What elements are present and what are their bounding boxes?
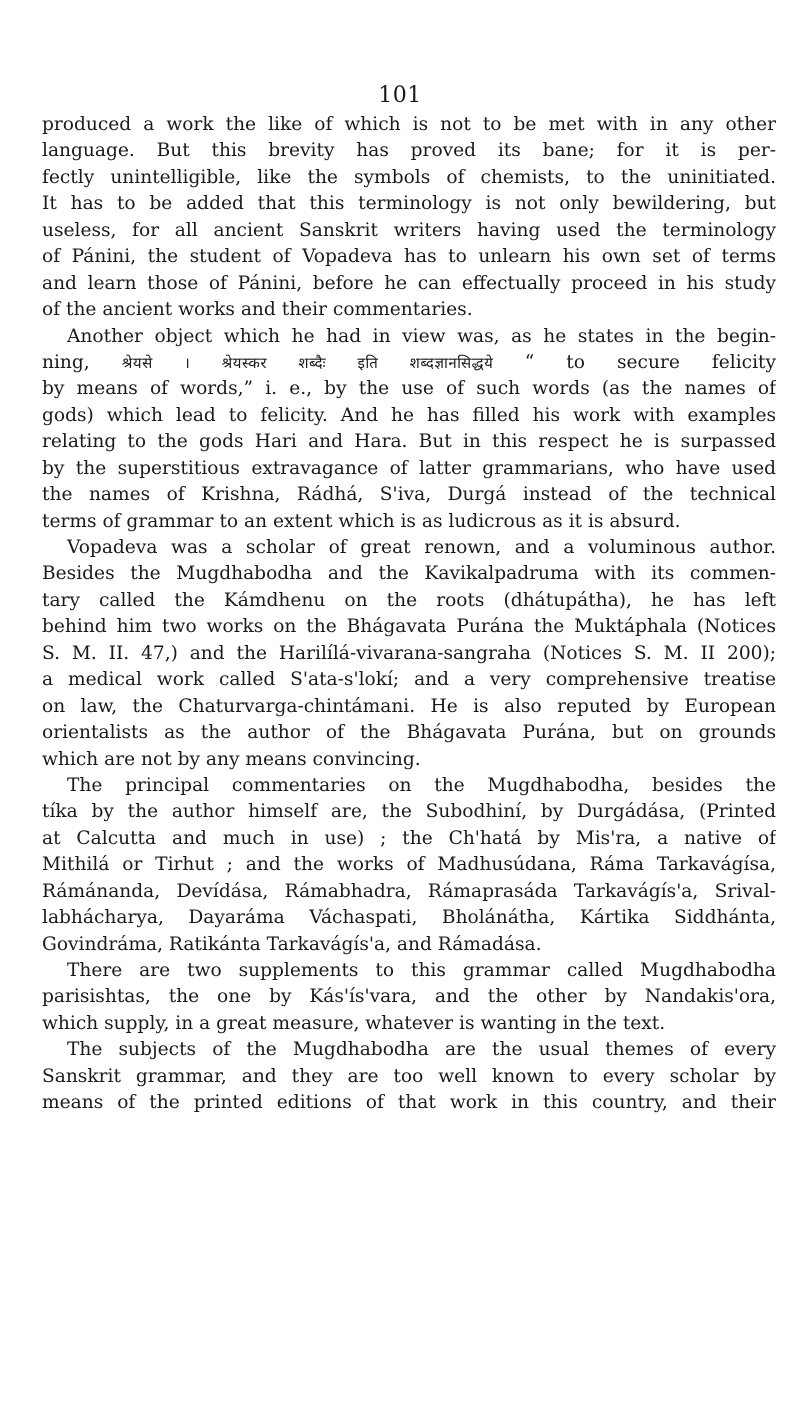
line-text: orientalists as the author of the Bhágavata Purána, but on grounds [42, 722, 776, 744]
text-line [42, 720, 776, 746]
text-line [42, 1037, 776, 1063]
text-line [42, 932, 776, 958]
line-text: which supply, in a great measure, whatever is wanting in the text. [42, 1012, 666, 1034]
text-line [42, 667, 776, 693]
text-line [42, 1011, 776, 1037]
text-line [42, 852, 776, 878]
line-text: of Pánini, the student of Vopadeva has to unlearn his own set of terms [42, 246, 776, 268]
line-text: Another object which he had in view was, as he states in the begin- [67, 325, 776, 347]
text-line [42, 482, 776, 508]
line-text: language. But this brevity has proved its bane; for it is per- [42, 140, 776, 162]
line-text: S. M. II. 47,) and the Harilílá-vivarana-sangraha (Notices S. M. II 200); [42, 642, 776, 664]
line-text: a medical work called S'ata-s'lokí; and a very comprehensive treatise [42, 669, 776, 691]
text-line [42, 588, 776, 614]
line-text: fectly unintelligible, like the symbols of chemists, to the uninitiated. [42, 166, 776, 188]
line-text: Vopadeva was a scholar of great renown, and a voluminous author. [67, 537, 776, 558]
text-line [42, 456, 776, 482]
line-text: means of the printed editions of that work in this country, and their [42, 1092, 776, 1114]
text-line [42, 1090, 776, 1116]
text-line [42, 984, 776, 1010]
line-text: There are two supplements to this grammar called Mugdhabodha [67, 960, 776, 981]
text-line [42, 376, 776, 402]
line-text: of the ancient works and their commentaries. [42, 299, 473, 321]
text-line [42, 694, 776, 720]
text-line [42, 244, 776, 270]
text-line [42, 509, 776, 535]
text-line [42, 641, 776, 667]
line-text: useless, for all ancient Sanskrit writers having used the terminology [42, 219, 776, 241]
line-text-after: “ to secure felicity [524, 351, 776, 373]
text-line [42, 165, 776, 191]
text-line [42, 561, 776, 587]
text-line [42, 218, 776, 244]
line-text: relating to the gods Hari and Hara. But in this respect he is surpassed [42, 431, 776, 453]
text-line [42, 905, 776, 931]
line-text: by the superstitious extravagance of latter grammarians, who have used [42, 457, 776, 479]
line-text: behind him two works on the Bhágavata Purána the Muktáphala (Notices [42, 616, 776, 638]
line-text: ning, [42, 351, 122, 373]
line-text: tíka by the author himself are, the Subodhiní, by Durgádása, (Printed [42, 801, 776, 823]
text-line [42, 271, 776, 297]
text-line [42, 826, 776, 852]
text-line [42, 403, 776, 429]
text-line [42, 350, 776, 376]
text-line [42, 773, 776, 799]
line-text: which are not by any means convincing. [42, 748, 421, 770]
line-text: and learn those of Pánini, before he can effectually proceed in his study [42, 272, 776, 294]
line-text: It has to be added that this terminology is not only bewildering, but [42, 193, 776, 215]
line-text: Besides the Mugdhabodha and the Kavikalpadruma with its commen- [42, 563, 776, 585]
text-line [42, 799, 776, 825]
line-text: The principal commentaries on the Mugdhabodha, besides the [67, 774, 776, 796]
line-text: parisishtas, the one by Kás'ís'vara, and the other by Nandakis'ora, [42, 986, 776, 1008]
text-line [42, 1064, 776, 1090]
text-line [42, 297, 776, 323]
line-text: Sanskrit grammar, and they are too well known to every scholar by [42, 1065, 776, 1087]
line-text: Rámánanda, Devídása, Rámabhadra, Rámaprasáda Tarkavágís'a, Srival- [42, 880, 776, 902]
line-text: by means of words,” i. e., by the use of such words (as the names of [42, 378, 776, 400]
text-line [42, 958, 776, 984]
line-text: Mithilá or Tirhut ; and the works of Madhusúdana, Ráma Tarkavágísa, [42, 854, 776, 876]
text-line [42, 191, 776, 217]
line-text: gods) which lead to felicity. And he has filled his work with examples [42, 404, 776, 426]
line-text: produced a work the like of which is not to be met with in any other [42, 114, 776, 135]
page-number: 101 [378, 83, 422, 108]
text-line [42, 747, 776, 773]
line-text: on law, the Chaturvarga-chintámani. He is also reputed by European [42, 695, 776, 717]
text-line [42, 324, 776, 350]
line-text: labhácharya, Dayaráma Váchaspati, Bholánátha, Kártika Siddhánta, [42, 907, 776, 929]
text-line [42, 138, 776, 164]
line-text: Govindráma, Ratikánta Tarkavágís'a, and Rámadása. [42, 933, 542, 955]
line-text: the names of Krishna, Rádhá, S'iva, Durgá instead of the technical [42, 484, 776, 506]
text-line [42, 535, 776, 561]
line-text: terms of grammar to an extent which is as ludicrous as it is absurd. [42, 510, 681, 532]
line-text: tary called the Kámdhenu on the roots (dhátupátha), he has left [42, 589, 776, 611]
text-line [42, 614, 776, 640]
line-text: at Calcutta and much in use) ; the Ch'hatá by Mis'ra, a native of [42, 827, 776, 849]
sanskrit-phrase: श्रेयसे । श्रेयस्कर शब्दैः इति शब्दज्ञानसिद्धये [121, 353, 525, 372]
text-line [42, 429, 776, 455]
text-line [42, 112, 776, 138]
body-text [42, 112, 776, 1117]
text-line [42, 879, 776, 905]
line-text: The subjects of the Mugdhabodha are the usual themes of every [67, 1039, 776, 1061]
